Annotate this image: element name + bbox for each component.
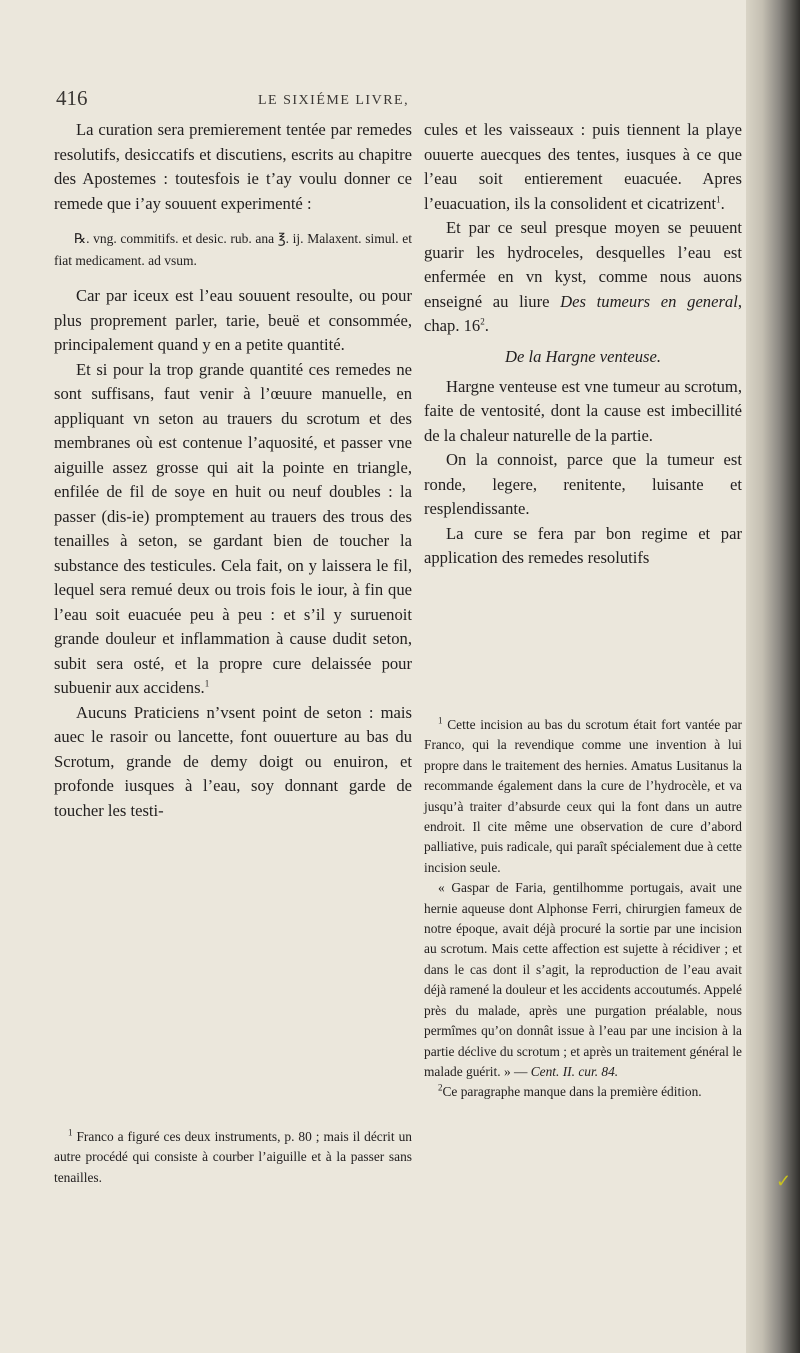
chapter-ref: , chap. 16: [424, 291, 742, 335]
right-footnote-2-body: Ce paragraphe manque dans la première édition.: [442, 1084, 702, 1100]
right-footnote-1-quote-body: « Gaspar de Faria, gentilhomme portugais, avait une hernie aqueuse dont Alphonse Ferri, chirurgien fameux de notre époque, avait déjà procuré la sortie par une incision au scrotum. Mais cette affection est sujette à récidiver ; et dans le cas dont il s’agit, la reproduction de l’eau avait déjà ramené la douleur et les accidents accoutumés. Appelé près du malade, après une purgation préalable, nous permîmes qu’on donnât issue à l’eau par une incision à la partie déclive du scrotum ; et après un traitement général le malade guérit. » —: [424, 880, 742, 1079]
book-title: Des tumeurs en general: [560, 291, 738, 311]
right-footnote-2: [424, 1082, 742, 1102]
left-footnote-body: Franco a figuré ces deux instruments, p. 80 ; mais il décrit un autre procédé qui consiste à courber l’aiguille et à la passer sans tenailles.: [54, 1129, 412, 1185]
checkmark-icon: ✓: [776, 1171, 792, 1191]
right-footnotes: [424, 715, 742, 1103]
citation: Cent. II. cur. 84.: [530, 1063, 619, 1079]
left-paragraph-4: Aucuns Praticiens n’vsent point de seton : mais auec le rasoir ou lancette, font ouuerture au bas du Scrotum, grande de demy doigt ou enuiron, et profonde iusques à l’eau, soy donnant garde de toucher les testi-: [54, 702, 412, 820]
page-number: 416: [56, 86, 88, 110]
right-paragraph-2: Et par ce seul presque moyen se peuuent guarir les hydroceles, desquelles l’eau est enfermée en vn kyst, comme nous auons enseigné au liure Des tumeurs en general, chap. $16^2$.: [424, 218, 742, 335]
right-paragraph-1: cules et les vaisseaux : puis tiennent la playe ouuerte auecques des tentes, iusques à ce que l’eau soit entierement euacuée. Apres l’euacuation, ils la consolident et cicatrizent$^1$.: [424, 120, 742, 213]
right-paragraph-5: La cure se fera par bon regime et par application des remedes resolutifs: [424, 523, 742, 567]
right-footnote-1-quote: [424, 878, 742, 1082]
right-paragraph-1-text: cules et les vaisseaux : puis tiennent la playe ouuerte auecques des tentes, iusques à ce que l’eau soit entierement euacuée. Apres l’euacuation, ils la consolident et cicatrizent: [424, 120, 742, 213]
right-column: [424, 118, 742, 571]
page-edge-shadow: [746, 0, 800, 1353]
footnote-ref: 2: [480, 316, 485, 327]
left-column: [54, 118, 412, 823]
left-paragraph-1: La curation sera premierement tentée par remedes resolutifs, desiccatifs et discutiens, escrits au chapitre des Apostemes : toutesfois ie t’ay voulu donner ce remede que i’ay souuent experimenté :: [54, 120, 412, 213]
running-title: LE SIXIÉME LIVRE,: [258, 93, 410, 108]
right-paragraph-2-text: Et par ce seul presque moyen se peuuent guarir les hydroceles, desquelles l’eau est enfermée en vn kyst, comme nous auons enseigné au liure: [424, 218, 742, 311]
section-heading: De la Hargne venteuse.: [504, 346, 662, 366]
right-footnote-1: [424, 715, 742, 878]
right-paragraph-4: On la connoist, parce que la tumeur est ronde, legere, renitente, luisante et resplendissante.: [424, 450, 742, 518]
footnote-marker: 2: [438, 1082, 443, 1093]
footnote-marker: 1: [68, 1127, 73, 1138]
left-footnote-text: [54, 1127, 412, 1188]
left-paragraph-2: Car par iceux est l’eau souuent resoulte, ou pour plus proprement parler, tarie, beuë et consommée, principalement quand y en a petite quantité.: [54, 286, 412, 354]
footnote-ref: 1: [204, 678, 210, 689]
left-paragraph-3: [54, 358, 412, 701]
footnote-marker: 1: [438, 715, 443, 726]
left-paragraph-3-text: Et si pour la trop grande quantité ces remedes ne sont suffisans, faut venir à l’œuure manuelle, en appliquant vn seton au trauers du scrotum et des membranes où est contenue l’aquosité, et passer vne aiguille assez grosse qui ait la pointe en triangle, enfilée de fil de soye en huit ou neuf doubles : la passer (dis-ie) promptement au trauers des trous des tenailles à seton, se gardant bien de toucher la substance des testicules. Cela fait, on y laissera le fil, lequel sera remué deux ou trois fois le iour, à fin que l’eau soit euacuée peu à peu : et s’il y suruenoit grande douleur et inflammation à cause dudit seton, subit sera osté, et la propre cure delaissée pour subuenir aux accidens.: [54, 359, 412, 697]
recipe-formula: ℞. vng. commitifs. et desic. rub. ana ℥. ij. Malaxent. simul. et fiat medicament. ad vsum.: [54, 231, 412, 268]
right-paragraph-3: Hargne venteuse est vne tumeur au scrotum, faite de ventosité, dont la cause est imbecillité de la chaleur naturelle de la partie.: [424, 376, 742, 445]
footnote-ref: 1: [716, 193, 721, 204]
right-footnote-1-body: Cette incision au bas du scrotum était fort vantée par Franco, qui la revendique comme une invention à lui propre dans le traitement des hernies. Amatus Lusitanus la recommande également dans la cure de l’hydrocèle, et va jusqu’à traiter d’absurde ceux qui la font dans un autre endroit. Il cite même une observation de cure d’abord palliative, puis radicale, qui paraît spécialement due à cette incision seule.: [424, 717, 742, 875]
left-footnote: [54, 1127, 412, 1188]
